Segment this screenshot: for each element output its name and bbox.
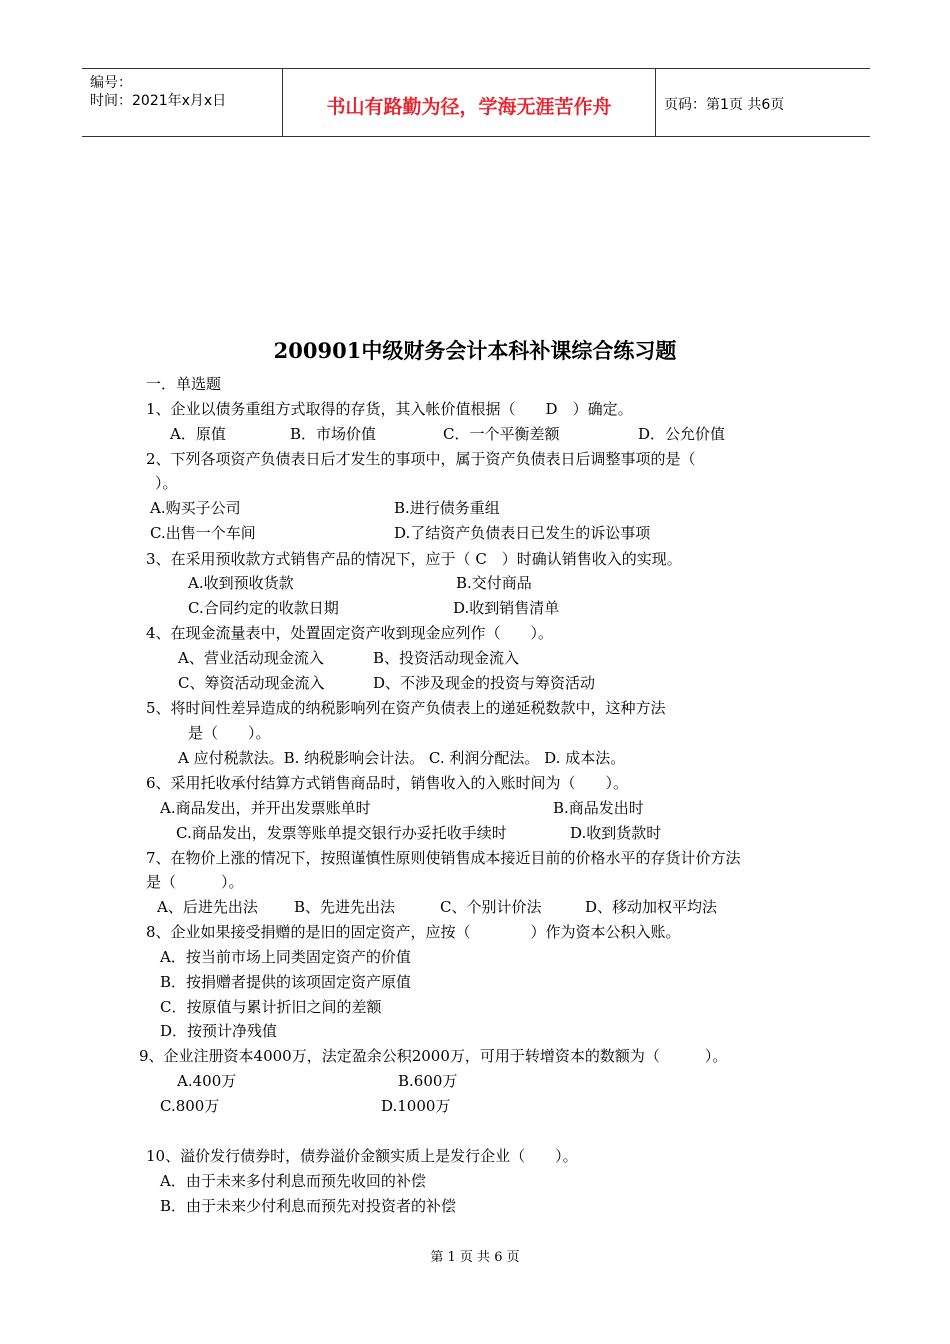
header-cell-motto	[283, 69, 656, 136]
question-2-cont: ）。	[155, 474, 178, 492]
page-footer: 第 1 页 共 6 页	[430, 1250, 520, 1265]
q10-option-b: B．由于未来少付利息而预先对投资者的补偿	[160, 1197, 457, 1215]
question-5-cont: 是（ ）。	[188, 724, 271, 742]
q6-option-b: B.商品发出时	[553, 799, 644, 817]
question-3: 3、在采用预收款方式销售产品的情况下，应于（ C ）时确认销售收入的实现。	[146, 550, 682, 568]
q10-option-a: A．由于未来多付利息而预先收回的补偿	[160, 1172, 426, 1190]
q1-option-d: D．公允价值	[638, 425, 726, 443]
question-1: 1、企业以债务重组方式取得的存货，其入帐价值根据（ D ）确定。	[146, 400, 633, 418]
header-cell-info	[82, 69, 283, 136]
q7-option-d: D、移动加权平均法	[585, 898, 718, 916]
q4-option-a: A、营业活动现金流入	[178, 649, 324, 667]
q1-option-a: A．原值	[170, 425, 226, 443]
q3-option-c: C.合同约定的收款日期	[188, 599, 339, 617]
q9-option-c: C.800万	[160, 1097, 220, 1115]
q2-option-a: A.购买子公司	[150, 499, 241, 517]
q3-option-b: B.交付商品	[456, 574, 532, 592]
q2-option-b: B.进行债务重组	[394, 499, 500, 517]
q1-option-c: C．一个平衡差额	[443, 425, 560, 443]
q7-option-a: A、后进先出法	[157, 898, 258, 916]
question-4: 4、在现金流量表中，处置固定资产收到现金应列作（ ）。	[146, 624, 554, 642]
question-10: 10、溢价发行债券时，债券溢价金额实质上是发行企业（ ）。	[146, 1147, 578, 1165]
document-time-label: 时间：2021年x月x日	[90, 93, 227, 109]
q9-option-d: D.1000万	[381, 1097, 451, 1115]
q3-option-a: A.收到预收货款	[188, 574, 294, 592]
q6-option-a: A.商品发出，并开出发票账单时	[160, 799, 371, 817]
q4-option-c: C、筹资活动现金流入	[178, 674, 325, 692]
q7-option-b: B、先进先出法	[294, 898, 396, 916]
page-info: 页码：第1页 共6页	[664, 97, 785, 113]
q5-options: A 应付税款法。B. 纳税影响会计法。 C. 利润分配法。 D. 成本法。	[178, 749, 626, 767]
question-8: 8、企业如果接受捐赠的是旧的固定资产，应按（ ）作为资本公积入账。	[146, 923, 681, 941]
q9-option-a: A.400万	[177, 1072, 237, 1090]
header-table	[82, 68, 870, 137]
question-9: 9、企业注册资本4000万，法定盈余公积2000万，可用于转增资本的数额为（ ）。	[139, 1047, 728, 1065]
q8-option-c: C．按原值与累计折旧之间的差额	[160, 998, 382, 1016]
motto-text: 书山有路勤为径，学海无涯苦作舟	[326, 96, 612, 118]
section-heading: 一．单选题	[146, 375, 222, 393]
q8-option-d: D．按预计净残值	[160, 1022, 278, 1040]
q2-option-d: D.了结资产负债表日已发生的诉讼事项	[394, 524, 651, 542]
q4-option-b: B、投资活动现金流入	[373, 649, 520, 667]
q6-option-c: C.商品发出，发票等账单提交银行办妥托收手续时	[176, 824, 507, 842]
header-cell-page	[656, 69, 870, 136]
q8-option-b: B．按捐赠者提供的该项固定资产原值	[160, 973, 412, 991]
q7-option-c: C、个别计价法	[440, 898, 542, 916]
q3-option-d: D.收到销售清单	[453, 599, 560, 617]
q8-option-a: A．按当前市场上同类固定资产的价值	[160, 948, 411, 966]
q6-option-d: D.收到货款时	[570, 824, 662, 842]
q4-option-d: D、不涉及现金的投资与筹资活动	[373, 674, 596, 692]
document-title: 200901中级财务会计本科补课综合练习题	[273, 338, 677, 363]
document-id-label: 编号：	[90, 75, 132, 91]
question-7: 7、在物价上涨的情况下，按照谨慎性原则使销售成本接近目前的价格水平的存货计价方法	[146, 849, 741, 867]
question-6: 6、采用托收承付结算方式销售商品时，销售收入的入账时间为（ ）。	[146, 774, 629, 792]
question-2: 2、下列各项资产负债表日后才发生的事项中，属于资产负债表日后调整事项的是（	[146, 450, 696, 468]
question-5: 5、将时间性差异造成的纳税影响列在资产负债表上的递延税数款中，这种方法	[146, 699, 666, 717]
q1-option-b: B．市场价值	[290, 425, 377, 443]
question-7-cont: 是（ ）。	[146, 873, 244, 891]
q9-option-b: B.600万	[398, 1072, 458, 1090]
q2-option-c: C.出售一个车间	[150, 524, 256, 542]
